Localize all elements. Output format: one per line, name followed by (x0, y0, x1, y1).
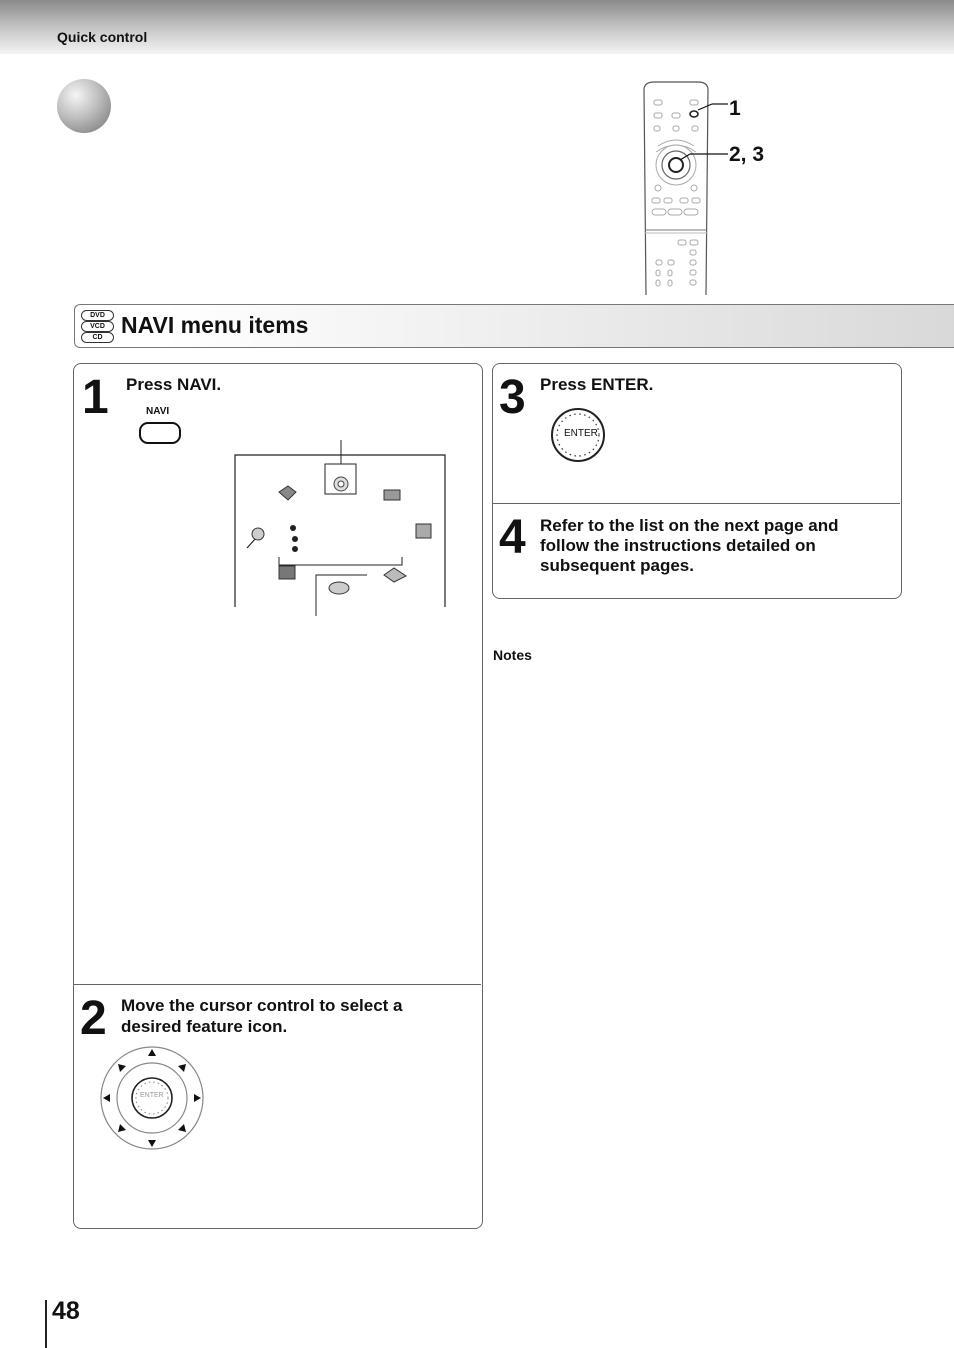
step-4-text-line2: follow the instructions detailed on (540, 536, 816, 555)
step-3-text: Press ENTER. (540, 375, 654, 394)
page-number-rule (45, 1300, 47, 1348)
section-bullet-sphere (57, 79, 111, 133)
step-divider-right (493, 503, 900, 504)
cursor-pad-enter-label: ENTER (140, 1092, 164, 1099)
step-1-number: 1 (82, 371, 109, 424)
step-3-number: 3 (499, 371, 526, 424)
header-band (0, 0, 954, 54)
section-title: NAVI menu items (121, 312, 309, 338)
step-2-text-line2: desired feature icon. (121, 1017, 288, 1036)
navi-button-label: NAVI (146, 406, 170, 417)
header-section-label: Quick control (57, 29, 148, 45)
disc-tag-cd: CD (81, 332, 114, 343)
remote-callout-1: 1 (729, 97, 741, 120)
remote-callout-2-3: 2, 3 (729, 143, 765, 166)
step-2-text-line1: Move the cursor control to select a (121, 996, 403, 1015)
enter-button-label: ENTER (564, 428, 598, 439)
step-4-number: 4 (499, 511, 526, 564)
disc-tag-dvd: DVD (81, 310, 114, 321)
step-2-number: 2 (80, 992, 107, 1045)
disc-tag-vcd: VCD (81, 321, 114, 332)
step-divider-left (74, 984, 481, 985)
notes-heading: Notes (493, 647, 532, 663)
page-number: 48 (52, 1297, 80, 1325)
step-4-text-line3: subsequent pages. (540, 556, 694, 575)
navi-button-icon (139, 422, 181, 444)
navi-menu-screen-illustration (234, 440, 448, 618)
step-1-text: Press NAVI. (126, 375, 222, 394)
step-4-text-line1: Refer to the list on the next page and (540, 516, 839, 535)
